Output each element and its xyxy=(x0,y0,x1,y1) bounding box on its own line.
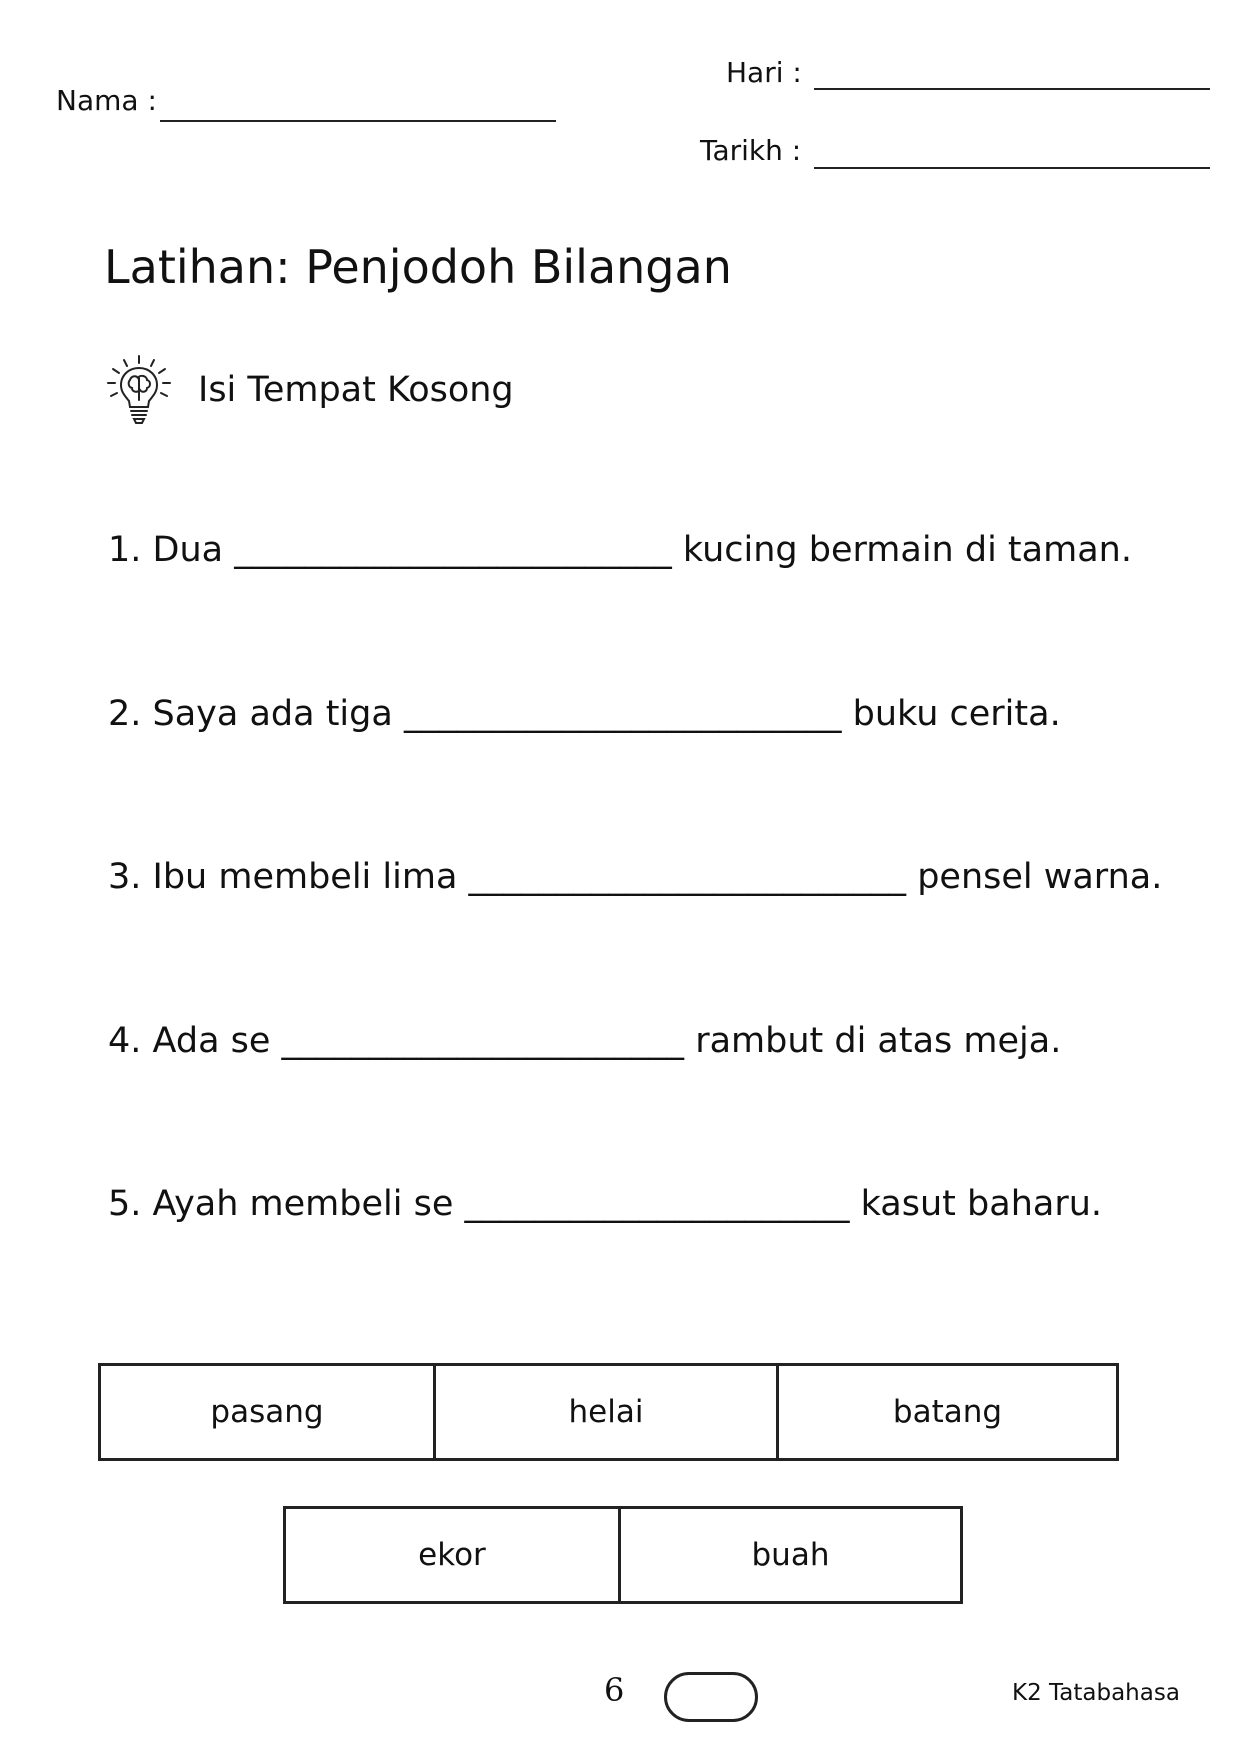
tarikh-input-line[interactable] xyxy=(814,167,1210,169)
word-bank-option[interactable]: ekor xyxy=(286,1509,621,1601)
lightbulb-brain-icon xyxy=(100,352,178,430)
question-3-before: 3. Ibu membeli lima xyxy=(108,857,458,897)
word-bank-option[interactable]: buah xyxy=(751,1537,830,1573)
word-bank-option[interactable]: batang xyxy=(892,1394,1003,1430)
question-4-after: rambut di atas meja. xyxy=(695,1021,1062,1061)
question-4-blank[interactable]: _______________________ xyxy=(281,1021,685,1061)
question-4 xyxy=(108,1021,1061,1061)
section-heading: Isi Tempat Kosong xyxy=(198,370,514,410)
question-2-after: buku cerita. xyxy=(852,694,1061,734)
question-5-before: 5. Ayah membeli se xyxy=(108,1184,454,1224)
nama-label: Nama : xyxy=(56,84,157,117)
word-bank-option[interactable]: pasang xyxy=(101,1366,436,1458)
page-number: 6 xyxy=(604,1671,625,1709)
question-3-blank[interactable]: _________________________ xyxy=(468,857,907,897)
tarikh-label: Tarikh : xyxy=(700,134,802,167)
nama-input-line[interactable] xyxy=(160,120,556,122)
question-1-before: 1. Dua xyxy=(108,530,224,570)
hari-input-line[interactable] xyxy=(814,88,1210,90)
word-bank-row-1 xyxy=(98,1363,1119,1461)
question-2 xyxy=(108,694,1061,734)
hari-label: Hari : xyxy=(726,56,802,89)
question-5 xyxy=(108,1184,1102,1224)
question-5-after: kasut baharu. xyxy=(860,1184,1103,1224)
question-4-before: 4. Ada se xyxy=(108,1021,271,1061)
question-1-blank[interactable]: _________________________ xyxy=(234,530,672,570)
question-1-after: kucing bermain di taman. xyxy=(682,530,1132,570)
page-title: Latihan: Penjodoh Bilangan xyxy=(104,240,732,294)
question-2-before: 2. Saya ada tiga xyxy=(108,694,393,734)
footer-label: K2 Tatabahasa xyxy=(1012,1680,1180,1706)
question-3-after: pensel warna. xyxy=(917,857,1163,897)
score-box[interactable] xyxy=(664,1672,758,1722)
word-bank-option[interactable]: helai xyxy=(436,1366,779,1458)
question-3 xyxy=(108,857,1162,897)
question-1 xyxy=(108,530,1132,570)
word-bank-row-2 xyxy=(283,1506,963,1604)
question-5-blank[interactable]: ______________________ xyxy=(464,1184,850,1224)
question-2-blank[interactable]: _________________________ xyxy=(403,694,842,734)
